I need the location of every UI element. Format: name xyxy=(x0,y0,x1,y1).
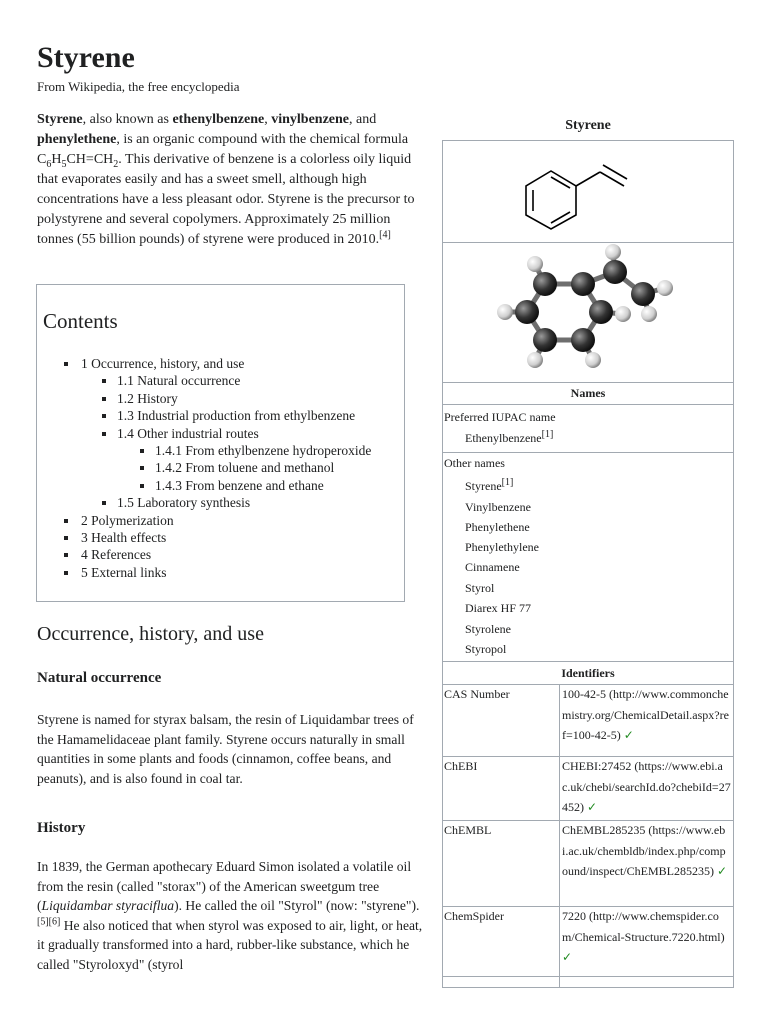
check-icon: ✓ xyxy=(587,800,598,814)
reference-link[interactable]: [1] xyxy=(501,477,514,488)
reference-link[interactable]: [5] xyxy=(37,915,49,927)
toc-heading: Contents xyxy=(43,309,118,333)
identifier-row xyxy=(443,756,733,821)
other-name: Phenylethylene xyxy=(465,540,539,554)
styrene-skeletal-svg xyxy=(443,141,733,242)
identifier-key: ChemSpider xyxy=(444,909,504,923)
toc-item[interactable]: 4 References xyxy=(37,546,404,563)
subsection-heading-history: History xyxy=(37,820,86,836)
identifier-value xyxy=(559,684,731,756)
iupac-name: Ethenylbenzene xyxy=(465,431,542,445)
check-icon: ✓ xyxy=(623,728,634,742)
identifier-key: ChEMBL xyxy=(444,823,492,837)
text: , is an organic compound with the chemical formula C xyxy=(37,132,409,167)
toc-item[interactable]: 1.3 Industrial production from ethylbenzene xyxy=(37,407,404,424)
subscript: 5 xyxy=(61,158,67,170)
infobox-caption: Styrene xyxy=(565,118,611,133)
toc-item[interactable]: 1.4.2 From toluene and methanol xyxy=(37,459,404,476)
tagline: From Wikipedia, the free encyclopedia xyxy=(37,79,240,94)
text: ). He called the oil "Styrol" (now: "styrene"). xyxy=(174,898,420,913)
skeletal-formula-image xyxy=(443,141,733,243)
other-name: Diarex HF 77 xyxy=(465,601,531,615)
other-name: Cinnamene xyxy=(465,560,520,574)
text: CH=CH xyxy=(66,152,114,167)
identifier-key: ChEBI xyxy=(444,759,478,773)
identifier-link[interactable]: CHEBI:27452 (https://www.ebi.ac.uk/chebi/searchId.do?chebiId=27452) xyxy=(562,759,731,814)
bold-term: Styrene xyxy=(37,112,83,127)
subscript: 2 xyxy=(113,158,119,170)
history-paragraph xyxy=(37,857,429,974)
text: , also known as xyxy=(82,112,173,127)
reference-link[interactable]: [1] xyxy=(541,429,554,440)
toc-item[interactable]: 1.4 Other industrial routes xyxy=(37,425,404,442)
other-name: Vinylbenzene xyxy=(465,500,531,514)
identifier-row xyxy=(443,906,733,977)
toc-item[interactable]: 1.4.3 From benzene and ethane xyxy=(37,477,404,494)
other-names-label: Other names xyxy=(444,456,505,470)
identifier-key: CAS Number xyxy=(444,687,510,701)
toc-item[interactable]: 5 External links xyxy=(37,564,404,581)
identifier-row xyxy=(443,684,733,757)
toc-item[interactable]: 1.4.1 From ethylbenzene hydroperoxide xyxy=(37,442,404,459)
text: . This derivative of benzene is a colorless oily liquid that evaporates easily and has a sweet smell, although high concentrations have a less pleasant odor. Styrene is the precursor to polystyrene and several copolymers. Approximately 25 million tonnes (55 billion pounds) of styrene were produced in 2010. xyxy=(37,152,415,247)
infobox-identifiers-heading: Identifiers xyxy=(443,661,733,685)
other-name: Styrolene xyxy=(465,622,511,636)
subscript: 6 xyxy=(46,158,52,170)
iupac-label: Preferred IUPAC name xyxy=(444,410,556,424)
section-heading-occurrence: Occurrence, history, and use xyxy=(37,623,264,645)
bold-term: phenylethene xyxy=(37,132,117,147)
toc-item[interactable]: 1.2 History xyxy=(37,390,404,407)
identifier-value xyxy=(559,756,731,820)
identifier-link[interactable]: 100-42-5 (http://www.commonchemistry.org/ChemicalDetail.aspx?ref=100-42-5) xyxy=(562,687,729,742)
text: , and xyxy=(349,112,377,127)
text: In 1839, the German apothecary Eduard Simon isolated a volatile oil from the resin (called "storax") of the American sweetgum tree ( xyxy=(37,859,412,913)
identifier-value xyxy=(559,820,731,906)
other-name: Styropol xyxy=(465,642,507,656)
natural-paragraph: Styrene is named for styrax balsam, the resin of Liquidambar trees of the Hamamelidaceae plant family. Styrene occurs naturally in small quantities in some plants and foods (cinnamon, coffee beans, and peanuts), and is also found in coal tar. xyxy=(37,712,414,786)
check-icon: ✓ xyxy=(562,950,573,964)
other-name: Phenylethene xyxy=(465,520,530,534)
toc-list xyxy=(37,355,404,581)
reference-link[interactable]: [4] xyxy=(379,229,391,241)
table-of-contents xyxy=(36,284,405,602)
italic-term: Liquidambar styraciflua xyxy=(41,898,175,913)
toc-item[interactable]: 1.5 Laboratory synthesis xyxy=(37,494,404,511)
other-name: Styrol xyxy=(465,581,495,595)
subsection-heading-natural: Natural occurrence xyxy=(37,670,162,686)
toc-item[interactable]: 1.1 Natural occurrence xyxy=(37,372,404,389)
reference-link[interactable]: [6] xyxy=(48,915,61,927)
bold-term: vinylbenzene xyxy=(271,112,349,127)
divider xyxy=(559,976,560,988)
iupac-value xyxy=(465,428,553,448)
toc-item[interactable]: 2 Polymerization xyxy=(37,512,404,529)
other-name xyxy=(465,476,513,496)
check-icon: ✓ xyxy=(717,864,728,878)
infobox-names-heading: Names xyxy=(443,382,733,405)
lead-paragraph xyxy=(37,110,429,250)
identifier-link[interactable]: 7220 (http://www.chemspider.com/Chemical-Structure.7220.html) xyxy=(562,909,725,944)
text: He also noticed that when styrol was exposed to air, light, or heat, it gradually transformed into a hard, rubber-like substance, which he called "Styroloxyd" (styrol xyxy=(37,917,423,972)
toc-item[interactable]: 3 Health effects xyxy=(37,529,404,546)
styrene-3d-svg xyxy=(443,242,733,382)
text: , xyxy=(264,112,272,127)
name-text: Styrene xyxy=(465,479,502,493)
page-title: Styrene xyxy=(37,41,135,74)
identifier-row xyxy=(443,820,733,907)
toc-item[interactable]: 1 Occurrence, history, and use xyxy=(37,355,404,372)
identifier-value xyxy=(559,906,731,976)
bold-term: ethenylbenzene xyxy=(172,112,265,127)
identifier-link[interactable]: ChEMBL285235 (https://www.ebi.ac.uk/chembldb/index.php/compound/inspect/ChEMBL285235) xyxy=(562,823,726,878)
text: H xyxy=(51,152,62,167)
infobox xyxy=(442,140,734,988)
ball-and-stick-image xyxy=(443,242,733,383)
